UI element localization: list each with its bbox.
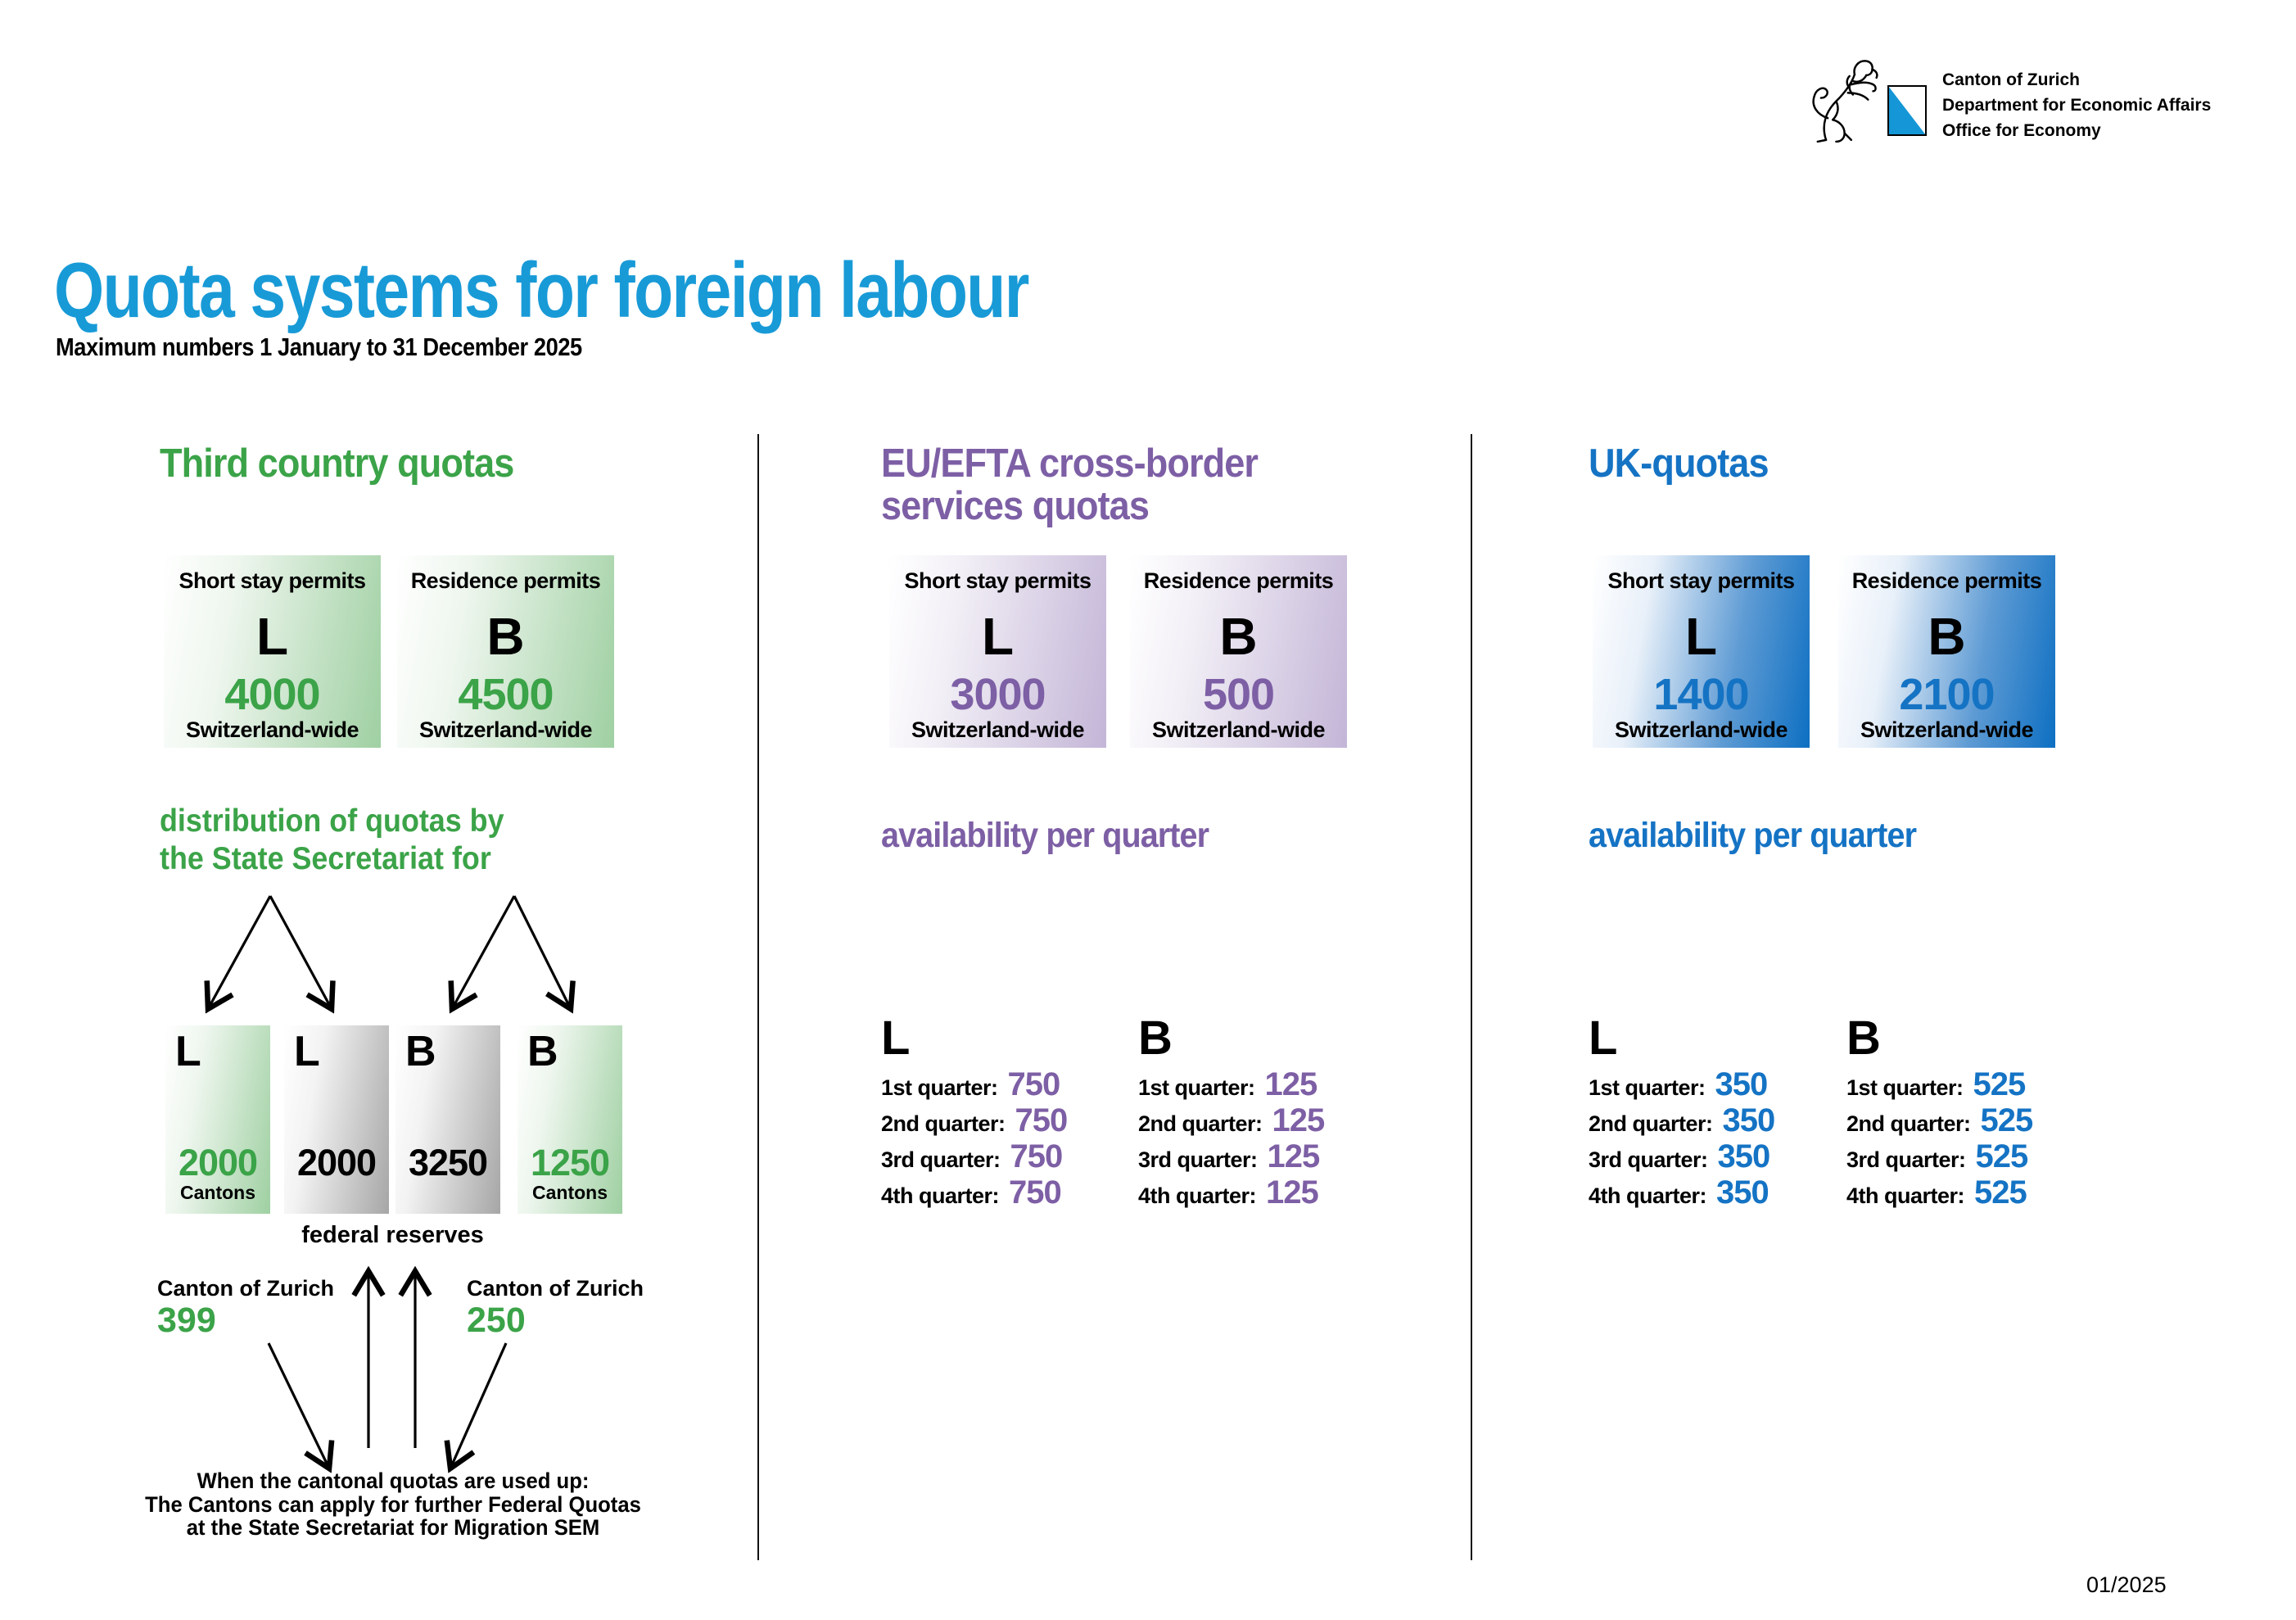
- quarter-value: 525: [1973, 1066, 2026, 1102]
- logo-org-line1: Canton of Zurich: [1942, 70, 2080, 89]
- quarter-value: 350: [1715, 1066, 1768, 1102]
- canton-left-label: Canton of Zurich: [157, 1276, 334, 1301]
- quarter-value: 125: [1267, 1138, 1320, 1174]
- group-heading: L: [881, 1011, 911, 1065]
- quarter-label: 3rd quarter:: [1589, 1147, 1708, 1172]
- box-letter: B: [527, 1028, 558, 1075]
- quarter-row: [1138, 1102, 1324, 1138]
- box-value: 2000: [296, 1142, 377, 1183]
- box-value: 2000: [178, 1142, 258, 1183]
- column-divider-left: [757, 434, 759, 1560]
- third-country-residence-box: [397, 555, 614, 748]
- quarter-label: 4th quarter:: [881, 1183, 1000, 1208]
- distribution-title: [160, 803, 504, 878]
- group-heading: B: [1138, 1011, 1173, 1065]
- quarter-row: [1138, 1138, 1324, 1174]
- quarter-value: 350: [1717, 1138, 1770, 1174]
- permit-label: Short stay permits: [1607, 568, 1795, 593]
- permit-letter: B: [486, 607, 525, 666]
- quarter-value: 125: [1266, 1174, 1318, 1210]
- eu-efta-short-stay-box: [889, 555, 1106, 748]
- eu-efta-title-line2: services quotas: [881, 484, 1149, 528]
- uk-L-group: [1589, 1011, 1775, 1210]
- eu-efta-residence-box: [1130, 555, 1347, 748]
- quarter-label: 1st quarter:: [1589, 1075, 1706, 1100]
- permit-scope: Switzerland-wide: [185, 717, 359, 742]
- permit-letter: B: [1928, 607, 1966, 666]
- permit-scope: Switzerland-wide: [418, 717, 593, 742]
- quarter-label: 3rd quarter:: [881, 1147, 1001, 1172]
- canton-right-value: 250: [467, 1301, 526, 1340]
- quarter-value: 525: [1974, 1174, 2027, 1210]
- zurich-lion-icon: [1801, 48, 1879, 144]
- page-title: Quota systems for foreign labour: [54, 247, 1028, 334]
- distribution-box-l-federal: [284, 1025, 389, 1214]
- quarter-label: 1st quarter:: [1138, 1075, 1255, 1100]
- eu-efta-title-line1: EU/EFTA cross-border: [881, 441, 1259, 486]
- quarter-value: 750: [1009, 1174, 1061, 1210]
- eu-efta-B-group: [1138, 1011, 1325, 1210]
- quarter-value: 525: [1980, 1102, 2033, 1138]
- permit-scope: Switzerland-wide: [1614, 717, 1788, 742]
- quarter-label: 3rd quarter:: [1846, 1147, 1966, 1172]
- group-heading: B: [1846, 1011, 1881, 1065]
- box-sublabel: Cantons: [180, 1182, 255, 1203]
- permit-label: Short stay permits: [904, 568, 1092, 593]
- permit-letter: B: [1219, 607, 1258, 666]
- uk-residence-box: [1838, 555, 2055, 748]
- eu-efta-title: [881, 442, 1258, 527]
- quarter-row: [881, 1174, 1067, 1210]
- quarter-row: [1589, 1102, 1774, 1138]
- quarter-value: 750: [1007, 1066, 1060, 1102]
- quarter-label: 4th quarter:: [1846, 1183, 1965, 1208]
- quarter-label: 1st quarter:: [881, 1075, 998, 1100]
- permit-value: 2100: [1899, 670, 1995, 719]
- eu-efta-availability-title: availability per quarter: [881, 816, 1209, 855]
- group-heading: L: [1589, 1011, 1618, 1065]
- uk-B-group: [1846, 1011, 2033, 1210]
- quarter-row: [1138, 1174, 1324, 1210]
- distribution-arrows-icon: [123, 885, 696, 1028]
- distribution-box-l-cantons: [165, 1025, 270, 1214]
- quarter-row: [1589, 1138, 1774, 1174]
- quarter-label: 2nd quarter:: [881, 1111, 1006, 1136]
- quarter-value: 125: [1272, 1102, 1325, 1138]
- quarter-row: [881, 1066, 1067, 1102]
- edition-label: 01/2025: [2086, 1572, 2167, 1597]
- quarter-row: [1846, 1138, 2032, 1174]
- quarter-value: 350: [1716, 1174, 1769, 1210]
- quarter-row: [1846, 1066, 2032, 1102]
- uk-short-stay-box: [1593, 555, 1810, 748]
- note-line3: at the State Secretariat for Migration SEM: [186, 1515, 600, 1540]
- quarter-row: [1589, 1174, 1774, 1210]
- permit-label: Residence permits: [410, 568, 601, 593]
- quarter-label: 1st quarter:: [1846, 1075, 1964, 1100]
- quarter-value: 750: [1010, 1138, 1063, 1174]
- canton-right-label: Canton of Zurich: [467, 1276, 644, 1301]
- permit-label: Residence permits: [1143, 568, 1334, 593]
- cantonal-quota-note: [129, 1469, 658, 1540]
- permit-letter: L: [1684, 607, 1718, 666]
- permit-scope: Switzerland-wide: [1860, 717, 2034, 742]
- quarter-label: 4th quarter:: [1138, 1183, 1257, 1208]
- distribution-title-line2: the State Secretariat for: [160, 841, 491, 876]
- canton-left-value: 399: [157, 1301, 216, 1340]
- zurich-shield-icon: [1887, 85, 1927, 136]
- third-country-short-stay-box: [164, 555, 381, 748]
- quarter-row: [1846, 1102, 2032, 1138]
- permit-letter: L: [981, 607, 1015, 666]
- quarter-row: [1589, 1066, 1774, 1102]
- note-line2: The Cantons can apply for further Federal Quotas: [145, 1491, 641, 1517]
- quarter-value: 525: [1975, 1138, 2028, 1174]
- permit-value: 1400: [1653, 670, 1749, 719]
- quarter-label: 3rd quarter:: [1138, 1147, 1258, 1172]
- permit-value: 4500: [458, 670, 554, 719]
- quarter-value: 350: [1722, 1102, 1775, 1138]
- permit-scope: Switzerland-wide: [1151, 717, 1326, 742]
- quarter-label: 4th quarter:: [1589, 1183, 1707, 1208]
- quarter-value: 125: [1264, 1066, 1317, 1102]
- permit-value: 500: [1202, 670, 1275, 719]
- box-sublabel: Cantons: [532, 1182, 608, 1203]
- permit-value: 3000: [950, 670, 1046, 719]
- quarter-row: [881, 1138, 1067, 1174]
- logo-org-line2: Department for Economic Affairs: [1942, 96, 2212, 115]
- quarter-row: [1138, 1066, 1324, 1102]
- quarter-row: [881, 1102, 1067, 1138]
- logo-org-line3: Office for Economy: [1942, 121, 2101, 140]
- third-country-title: Third country quotas: [160, 441, 514, 486]
- box-value: 1250: [530, 1142, 610, 1183]
- distribution-box-b-federal: [395, 1025, 500, 1214]
- permit-value: 4000: [224, 670, 320, 719]
- note-line1: When the cantonal quotas are used up:: [197, 1468, 590, 1493]
- quarter-label: 2nd quarter:: [1589, 1111, 1713, 1136]
- column-divider-right: [1471, 434, 1472, 1560]
- permit-scope: Switzerland-wide: [911, 717, 1085, 742]
- quarter-row: [1846, 1174, 2032, 1210]
- distribution-box-b-cantons: [518, 1025, 622, 1214]
- box-letter: B: [405, 1028, 436, 1075]
- box-value: 3250: [408, 1142, 488, 1183]
- box-letter: L: [294, 1028, 320, 1075]
- federal-reserves-label: federal reserves: [301, 1222, 484, 1248]
- eu-efta-L-group: [881, 1011, 1068, 1210]
- distribution-title-line1: distribution of quotas by: [160, 803, 504, 839]
- flow-arrows-icon: [123, 1253, 696, 1482]
- box-letter: L: [175, 1028, 201, 1075]
- uk-availability-title: availability per quarter: [1589, 816, 1917, 855]
- quarter-label: 2nd quarter:: [1138, 1111, 1263, 1136]
- uk-title: UK-quotas: [1589, 441, 1769, 486]
- permit-letter: L: [255, 607, 289, 666]
- quarter-label: 2nd quarter:: [1846, 1111, 1971, 1136]
- permit-label: Residence permits: [1851, 568, 2042, 593]
- permit-label: Short stay permits: [179, 568, 366, 593]
- logo-text: [1942, 67, 2211, 143]
- quarter-value: 750: [1015, 1102, 1068, 1138]
- page-subtitle: Maximum numbers 1 January to 31 December 2025: [56, 333, 582, 361]
